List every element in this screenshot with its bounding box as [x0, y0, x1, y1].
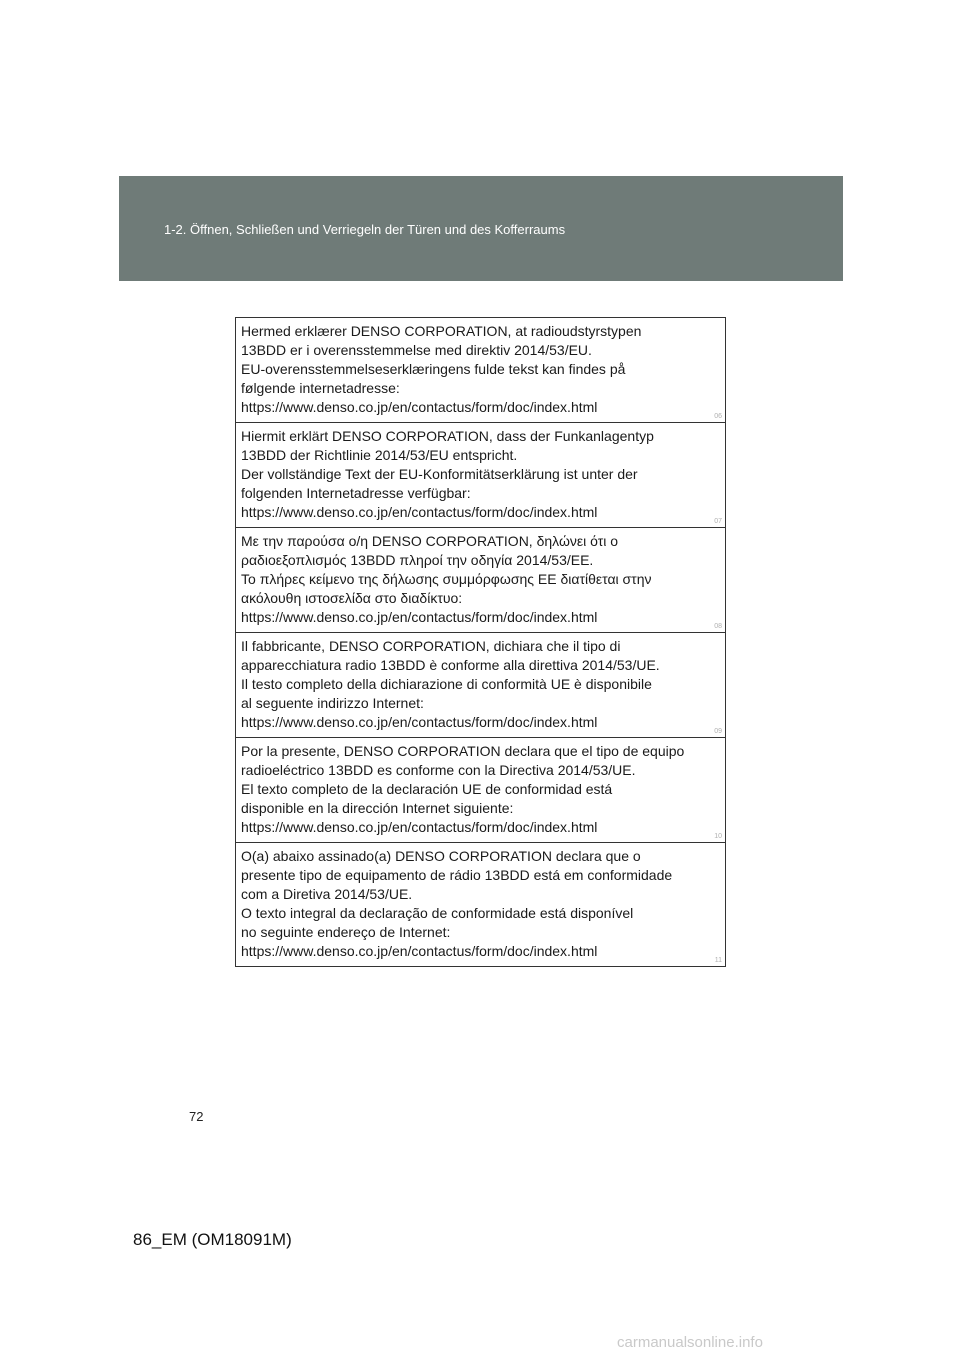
section-header — [119, 176, 843, 281]
declaration-line: Το πλήρες κείμενο της δήλωσης συμμόρφωσης ΕΕ διατίθεται στην — [241, 571, 652, 587]
declaration-line: ραδιοεξοπλισμός 13BDD πληροί την οδηγία 2014/53/ΕΕ. — [241, 552, 594, 568]
declaration-italian — [236, 633, 725, 738]
declaration-line: Hiermit erklärt DENSO CORPORATION, dass der Funkanlagentyp — [241, 428, 654, 444]
declaration-line: com a Diretiva 2014/53/UE. — [241, 886, 413, 902]
declaration-line: disponible en la dirección Internet siguiente: — [241, 800, 514, 816]
declaration-line: Με την παρούσα ο/η DENSO CORPORATION, δηλώνει ότι ο — [241, 533, 619, 549]
declaration-line: al seguente indirizzo Internet: — [241, 695, 424, 711]
declaration-line: Il fabbricante, DENSO CORPORATION, dichiara che il tipo di — [241, 638, 621, 654]
declaration-line: no seguinte endereço de Internet: — [241, 924, 451, 940]
declaration-line: ακόλουθη ιστοσελίδα στο διαδίκτυο: — [241, 590, 463, 606]
declaration-line: O(a) abaixo assinado(a) DENSO CORPORATION declara que o — [241, 848, 641, 864]
declaration-url: https://www.denso.co.jp/en/contactus/form/doc/index.html — [241, 399, 598, 415]
declaration-line: apparecchiatura radio 13BDD è conforme alla direttiva 2014/53/UE. — [241, 657, 660, 673]
document-code: 86_EM (OM18091M) — [133, 1230, 292, 1249]
declaration-code: 09 — [714, 728, 722, 735]
declaration-line: El texto completo de la declaración UE de conformidad está — [241, 781, 613, 797]
section-title: 1-2. Öffnen, Schließen und Verriegeln der Türen und des Kofferraums — [164, 222, 566, 237]
declaration-line: folgenden Internetadresse verfügbar: — [241, 485, 471, 501]
page-number: 72 — [189, 1109, 204, 1124]
declaration-code: 08 — [714, 623, 722, 630]
declaration-line: presente tipo de equipamento de rádio 13BDD está em conformidade — [241, 867, 673, 883]
declaration-code: 10 — [714, 833, 722, 840]
declaration-line: 13BDD er i overensstemmelse med direktiv 2014/53/EU. — [241, 342, 592, 358]
declaration-line: Il testo completo della dichiarazione di conformità UE è disponibile — [241, 676, 652, 692]
declaration-german — [236, 423, 725, 528]
declaration-line: EU-overensstemmelseserklæringens fulde tekst kan findes på — [241, 361, 626, 377]
declaration-line: O texto integral da declaração de conformidade está disponível — [241, 905, 634, 921]
declaration-url: https://www.denso.co.jp/en/contactus/form/doc/index.html — [241, 714, 598, 730]
declaration-url: https://www.denso.co.jp/en/contactus/form/doc/index.html — [241, 943, 598, 959]
declaration-code: 07 — [714, 518, 722, 525]
declaration-url: https://www.denso.co.jp/en/contactus/form/doc/index.html — [241, 609, 598, 625]
declaration-url: https://www.denso.co.jp/en/contactus/form/doc/index.html — [241, 504, 598, 520]
declaration-line: Por la presente, DENSO CORPORATION declara que el tipo de equipo — [241, 743, 685, 759]
declaration-code: 06 — [714, 413, 722, 420]
declaration-line: radioeléctrico 13BDD es conforme con la Directiva 2014/53/UE. — [241, 762, 636, 778]
declaration-portuguese — [236, 843, 725, 966]
declaration-danish — [236, 318, 725, 423]
declaration-greek — [236, 528, 725, 633]
watermark: carmanualsonline.info — [617, 1334, 763, 1351]
declaration-url: https://www.denso.co.jp/en/contactus/form/doc/index.html — [241, 819, 598, 835]
declaration-spanish — [236, 738, 725, 843]
declaration-line: følgende internetadresse: — [241, 380, 400, 396]
declarations-table — [235, 317, 726, 967]
declaration-line: 13BDD der Richtlinie 2014/53/EU entspricht. — [241, 447, 518, 463]
declaration-line: Hermed erklærer DENSO CORPORATION, at radioudstyrstypen — [241, 323, 642, 339]
declaration-line: Der vollständige Text der EU-Konformitätserklärung ist unter der — [241, 466, 638, 482]
declaration-code: 11 — [714, 957, 722, 964]
